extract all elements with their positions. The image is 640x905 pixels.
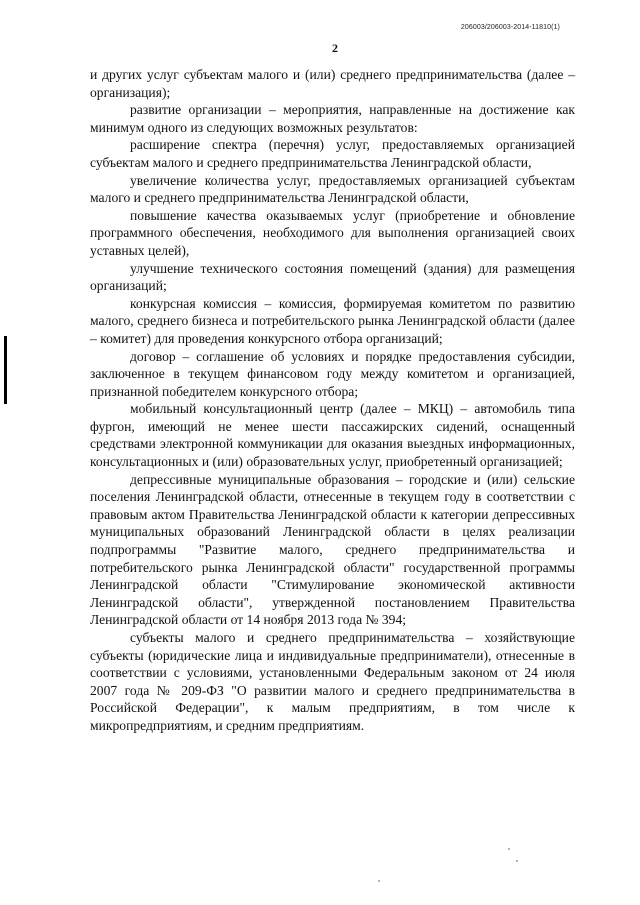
paragraph-depressed-municipalities: депрессивные муниципальные образования – городские и (или) сельские поселения Ленинградской области, отнесенные в текущем году в соответствии с правовым актом Правительства Ленинградской области к категории депрессивных муниципальных образований Ленинградской области в целях реализации подпрограммы "Развитие малого, среднего предпринимательства и потребительского рынка Ленинградской области" государственной программы Ленинградской области "Стимулирование экономической активности Ленинградской области", утвержденной постановлением Правительства Ленинградской области от 14 ноября 2013 года № 394; (90, 471, 575, 628)
scan-speck (508, 848, 510, 850)
paragraph-service-quality: повышение качества оказываемых услуг (приобретение и обновление программного обеспечения, необходимого для выполнения организацией своих уставных целей), (90, 207, 575, 258)
paragraph-service-range: расширение спектра (перечня) услуг, предоставляемых организацией субъектам малого и среднего предпринимательства Ленинградской области, (90, 137, 575, 170)
document-body (90, 66, 575, 735)
scan-speck (516, 860, 518, 862)
paragraph-agreement: договор – соглашение об условиях и порядке предоставления субсидии, заключенное в текущем финансовом году между комитетом и организацией, признанной победителем конкурсного отбора; (90, 348, 575, 399)
paragraph-continuation: и других услуг субъектам малого и (или) среднего предпринимательства (далее – организация); (90, 67, 575, 100)
paragraph-service-count: увеличение количества услуг, предоставляемых организацией субъектам малого и среднего предпринимательства Ленинградской области, (90, 172, 575, 206)
scan-speck (378, 880, 380, 882)
paragraph-mobile-center: мобильный консультационный центр (далее – МКЦ) – автомобиль типа фургон, имеющий не менее шести пассажирских сидений, оснащенный средствами электронной коммуникации для оказания выездных информационных, консультационных и (или) образовательных услуг, приобретенный организацией; (90, 401, 575, 470)
scan-edge-mark (4, 336, 7, 404)
paragraph-premises: улучшение технического состояния помещений (здания) для размещения организаций; (90, 260, 575, 294)
paragraph-sme-entities: субъекты малого и среднего предпринимательства – хозяйствующие субъекты (юридические лица и индивидуальные предприниматели), отнесенные в соответствии с условиями, установленными Федеральным законом от 24 июля 2007 года № 209-ФЗ "О развитии малого и среднего предпринимательства в Российской Федерации", к малым предприятиям, в том числе к микропредприятиям, и средним предприятиям. (90, 630, 575, 733)
document-id: 206003/206003-2014-11810(1) (460, 24, 560, 31)
paragraph-commission: конкурсная комиссия – комиссия, формируемая комитетом по развитию малого, среднего бизнеса и потребительского рынка Ленинградской области (далее – комитет) для проведения конкурсного отбора организаций; (90, 295, 575, 346)
page-number: 2 (332, 41, 338, 55)
paragraph-organization-development: развитие организации – мероприятия, направленные на достижение как минимум одного из следующих возможных результатов: (90, 102, 575, 135)
